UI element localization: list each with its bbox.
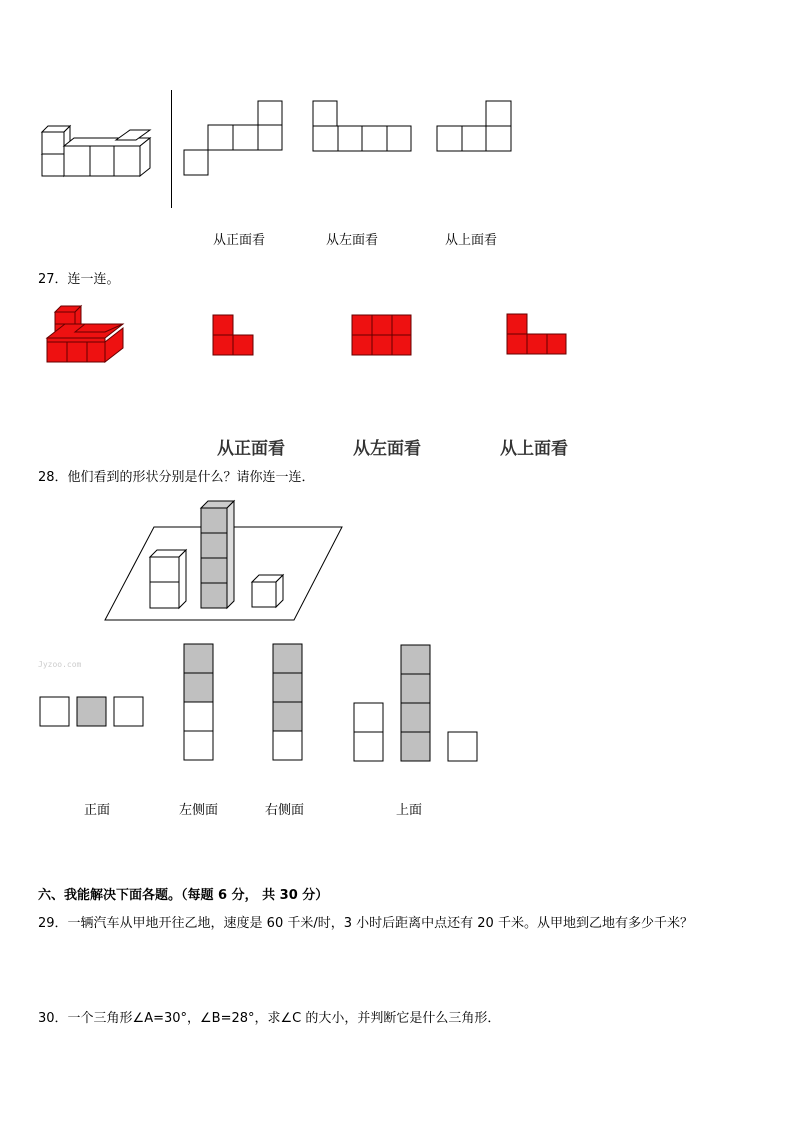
q27-title: 27．连一连。 <box>38 272 120 287</box>
q27-red-shape-a <box>212 314 257 359</box>
q26-front-view-shape <box>183 100 293 180</box>
q27-view-label-front: 从正面看 <box>217 439 285 459</box>
q28-top-view-option <box>353 644 483 766</box>
q28-stack-scene <box>104 498 354 628</box>
q26-top-view-shape <box>436 100 526 160</box>
q26-view-label-left: 从左面看 <box>326 233 379 248</box>
watermark: Jyzoo.com <box>38 660 82 669</box>
q27-red-solid-figure <box>45 302 135 367</box>
q28-label-top: 上面 <box>396 803 423 818</box>
q26-view-label-front: 从正面看 <box>213 233 266 248</box>
q28-left-view-option <box>183 643 218 765</box>
q26-cube-solid-figure <box>40 124 160 184</box>
q28-label-left: 左侧面 <box>179 803 219 818</box>
q30-text: 30．一个三角形∠A=30°，∠B=28°，求∠C 的大小，并判断它是什么三角形． <box>38 1011 501 1026</box>
q28-label-front: 正面 <box>84 803 111 818</box>
q28-right-view-option <box>272 643 307 765</box>
q29-text: 29．一辆汽车从甲地开往乙地，速度是 60 千米/时，3 小时后距离中点还有 20 千米。从甲地到乙地有多少千米？ <box>38 916 693 931</box>
q27-view-label-left: 从左面看 <box>353 439 421 459</box>
q27-red-shape-c <box>506 313 568 358</box>
q28-title: 28．他们看到的形状分别是什么？请你连一连． <box>38 470 315 485</box>
q28-label-right: 右侧面 <box>265 803 305 818</box>
section6-heading: 六、我能解决下面各题。（每题 6 分， 共 30 分） <box>38 888 329 903</box>
q26-left-view-shape <box>312 100 422 160</box>
vertical-divider <box>171 90 172 208</box>
q28-front-view-option <box>39 696 149 731</box>
q27-view-label-top: 从上面看 <box>500 439 568 459</box>
q26-view-label-top: 从上面看 <box>445 233 498 248</box>
q27-red-shape-b <box>351 314 413 359</box>
